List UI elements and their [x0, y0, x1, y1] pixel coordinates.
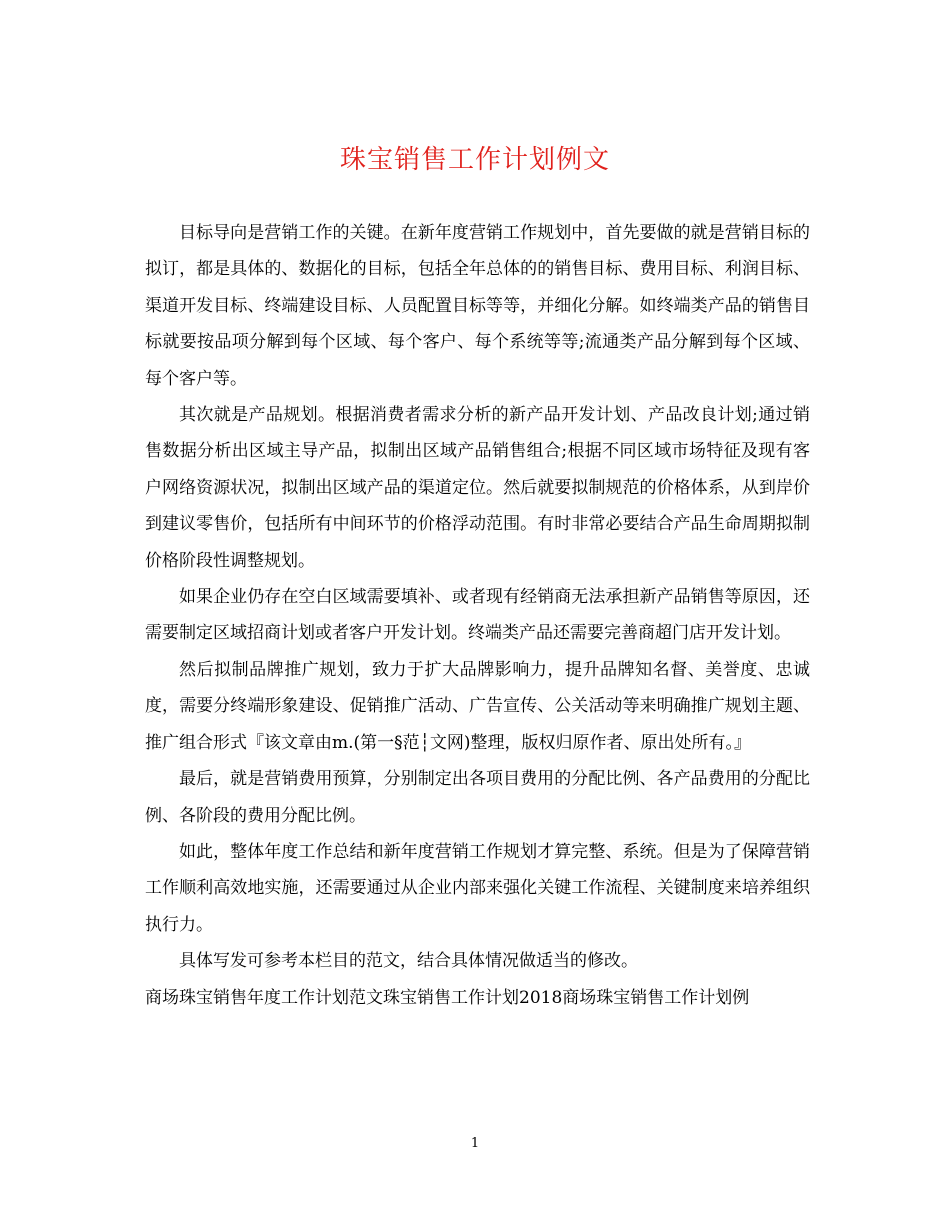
paragraph-customer-development: 如果企业仍存在空白区域需要填补、或者现有经销商无法承担新产品销售等原因，还需要制定区域招商计划或者客户开发计划。终端类产品还需要完善商超门店开发计划。 — [145, 587, 810, 644]
paragraph-reference: 具体写发可参考本栏目的范文，结合具体情况做适当的修改。 — [179, 951, 638, 972]
page-number: 1 — [470, 1136, 480, 1151]
document-title: 珠宝销售工作计划例文 — [339, 145, 610, 175]
related-articles-line: 商场珠宝销售年度工作计划范文珠宝销售工作计划2018商场珠宝销售工作计划例 — [145, 987, 750, 1008]
paragraph-product-planning: 其次就是产品规划。根据消费者需求分析的新产品开发计划、产品改良计划;通过销售数据分析出区域主导产品，拟制出区域产品销售组合;根据不同区域市场特征及现有客户网络资源状况，拟制出区域产品的渠道定位。然后就要拟制规范的价格体系，从到岸价到建议零售价，包括所有中间环节的价格浮动范围。有时非常必要结合产品生命周期拟制价格阶段性调整规划。 — [145, 405, 810, 571]
paragraph-brand-promotion: 然后拟制品牌推广规划，致力于扩大品牌影响力，提升品牌知名督、美誉度、忠诚度，需要分终端形象建设、促销推广活动、广告宣传、公关活动等来明确推广规划主题、推广组合形式『该文章由m.(第一§范┆文网)整理，版权归原作者、原出处所有。』 — [145, 659, 810, 753]
paragraph-budget: 最后，就是营销费用预算，分别制定出各项目费用的分配比例、各产品费用的分配比例、各阶段的费用分配比例。 — [145, 769, 810, 826]
paragraph-summary: 如此，整体年度工作总结和新年度营销工作规划才算完整、系统。但是为了保障营销工作顺利高效地实施，还需要通过从企业内部来强化关键工作流程、关键制度来培养组织执行力。 — [145, 841, 810, 935]
document-body — [145, 215, 810, 1016]
paragraph-goals: 目标导向是营销工作的关键。在新年度营销工作规划中，首先要做的就是营销目标的拟订，都是具体的、数据化的目标，包括全年总体的的销售目标、费用目标、利润目标、渠道开发目标、终端建设目标、人员配置目标等等，并细化分解。如终端类产品的销售目标就要按品项分解到每个区域、每个客户、每个系统等等;流通类产品分解到每个区域、每个客户等。 — [145, 223, 810, 389]
